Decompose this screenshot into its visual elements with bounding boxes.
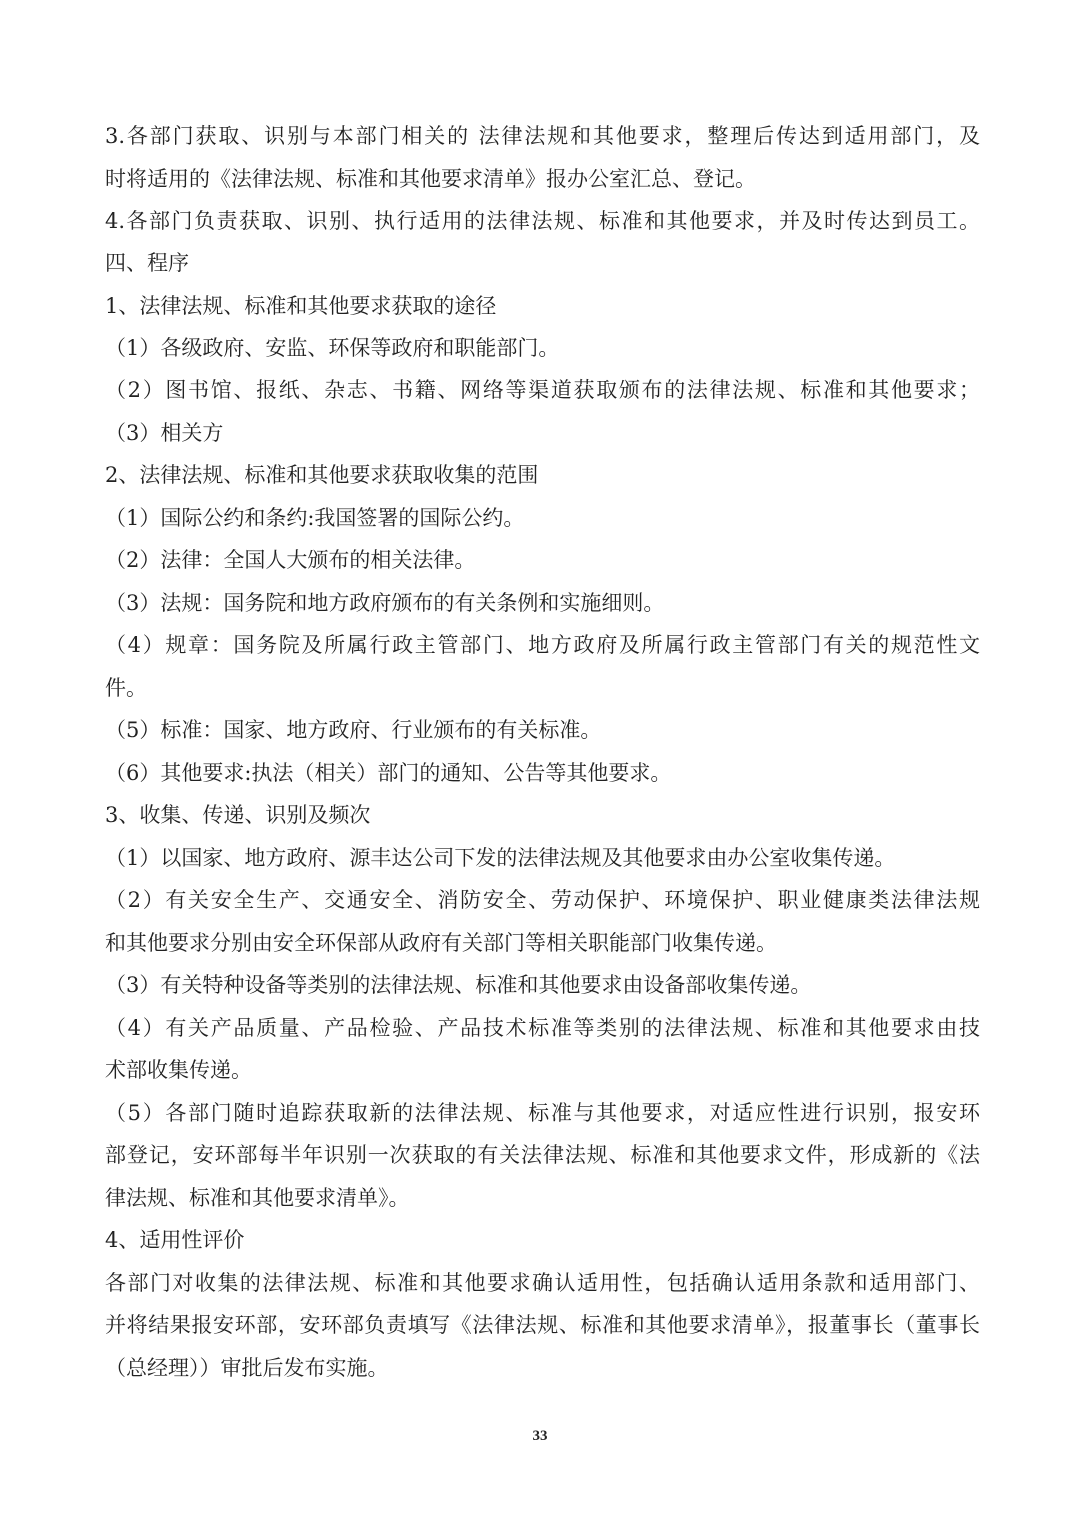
subsection-heading: 4、适用性评价 (105, 1228, 245, 1252)
list-item: （1）国际公约和条约:我国签署的国际公约。 (105, 506, 525, 530)
text-line: 并将结果报安环部，安环部负责填写《法律法规、标准和其他要求清单》，报董事长（董事长 (105, 1313, 980, 1337)
section-heading: 四、程序 (105, 251, 189, 275)
text-line: 术部收集传递。 (105, 1058, 252, 1082)
text-line: 时将适用的《法律法规、标准和其他要求清单》报办公室汇总、登记。 (105, 167, 756, 191)
list-item: （2）有关安全生产、交通安全、消防安全、劳动保护、环境保护、职业健康类法律法规 (105, 888, 980, 912)
text-line: （总经理））审批后发布实施。 (105, 1356, 389, 1380)
list-item: （6）其他要求:执法（相关）部门的通知、公告等其他要求。 (105, 761, 672, 785)
text-line: 3.各部门获取、识别与本部门相关的 法律法规和其他要求，整理后传达到适用部门，及 (105, 124, 980, 148)
list-item: （4）规章：国务院及所属行政主管部门、地方政府及所属行政主管部门有关的规范性文 (105, 633, 980, 657)
list-item: （5）标准：国家、地方政府、行业颁布的有关标准。 (105, 718, 602, 742)
list-item: （3）相关方 (105, 421, 224, 445)
subsection-heading: 1、法律法规、标准和其他要求获取的途径 (105, 294, 497, 318)
text-line: 各部门对收集的法律法规、标准和其他要求确认适用性，包括确认适用条款和适用部门、 (105, 1271, 980, 1295)
list-item: （3）有关特种设备等类别的法律法规、标准和其他要求由设备部收集传递。 (105, 973, 812, 997)
list-item: （4）有关产品质量、产品检验、产品技术标准等类别的法律法规、标准和其他要求由技 (105, 1016, 980, 1040)
page-number: 33 (532, 1428, 548, 1444)
text-line: 和其他要求分别由安全环保部从政府有关部门等相关职能部门收集传递。 (105, 931, 777, 955)
list-item: （1）各级政府、安监、环保等政府和职能部门。 (105, 336, 560, 360)
list-item: （1）以国家、地方政府、源丰达公司下发的法律法规及其他要求由办公室收集传递。 (105, 846, 896, 870)
list-item: （3）法规：国务院和地方政府颁布的有关条例和实施细则。 (105, 591, 665, 615)
subsection-heading: 3、收集、传递、识别及频次 (105, 803, 371, 827)
text-line: 件。 (105, 676, 147, 700)
list-item: （5）各部门随时追踪获取新的法律法规、标准与其他要求，对适应性进行识别，报安环 (105, 1101, 980, 1125)
text-line: 部登记，安环部每半年识别一次获取的有关法律法规、标准和其他要求文件，形成新的《法 (105, 1143, 980, 1167)
subsection-heading: 2、法律法规、标准和其他要求获取收集的范围 (105, 463, 539, 487)
list-item: （2）法律：全国人大颁布的相关法律。 (105, 548, 476, 572)
text-line: 4.各部门负责获取、识别、执行适用的法律法规、标准和其他要求，并及时传达到员工。 (105, 209, 980, 233)
text-line: 律法规、标准和其他要求清单》。 (105, 1186, 410, 1210)
list-item: （2）图书馆、报纸、杂志、书籍、网络等渠道获取颁布的法律法规、标准和其他要求； (105, 378, 980, 402)
